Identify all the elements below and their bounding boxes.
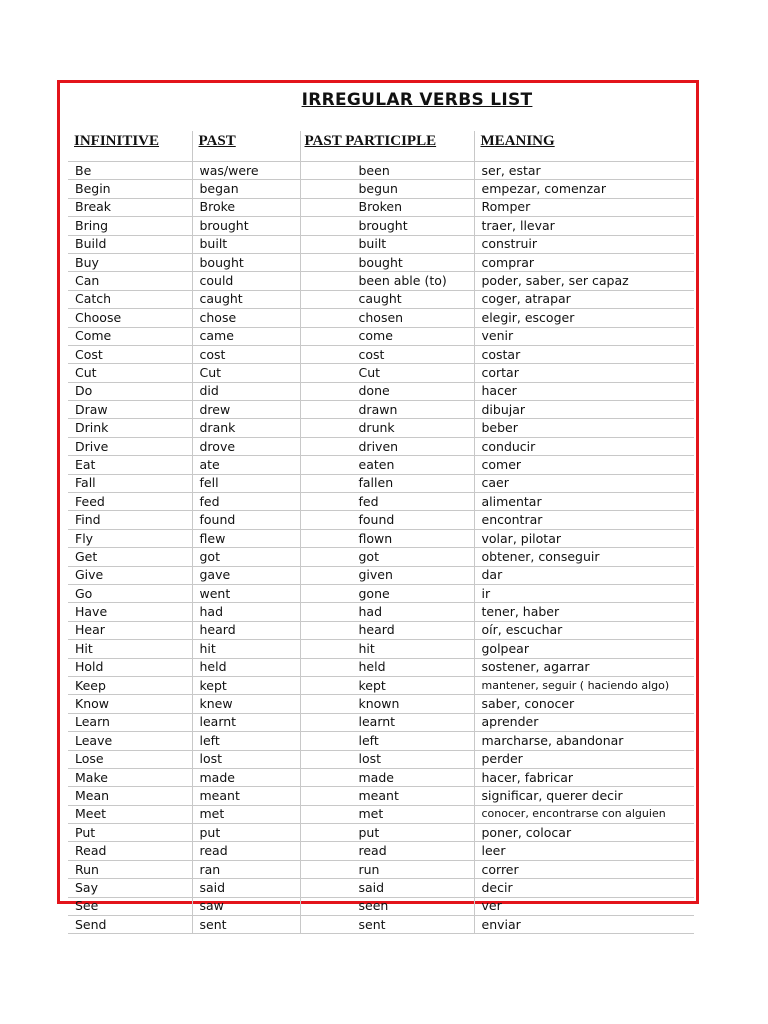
- past-participle-cell: flown: [300, 529, 474, 547]
- past-cell: said: [192, 879, 300, 897]
- past-participle-cell: said: [300, 879, 474, 897]
- infinitive-cell: Do: [68, 382, 192, 400]
- meaning-cell: dar: [474, 566, 694, 584]
- table-row: [68, 750, 694, 768]
- past-participle-cell: known: [300, 695, 474, 713]
- past-cell: went: [192, 584, 300, 602]
- past-cell: Cut: [192, 364, 300, 382]
- infinitive-cell: Fall: [68, 474, 192, 492]
- past-cell: ate: [192, 456, 300, 474]
- meaning-cell: ir: [474, 584, 694, 602]
- infinitive-cell: Hold: [68, 658, 192, 676]
- past-participle-cell: fed: [300, 493, 474, 511]
- meaning-cell: costar: [474, 345, 694, 363]
- past-cell: began: [192, 180, 300, 198]
- past-participle-cell: held: [300, 658, 474, 676]
- infinitive-cell: Fly: [68, 529, 192, 547]
- infinitive-cell: Be: [68, 162, 192, 180]
- past-participle-cell: driven: [300, 437, 474, 455]
- table-row: [68, 787, 694, 805]
- table-row: [68, 529, 694, 547]
- past-cell: sent: [192, 916, 300, 934]
- meaning-cell: conocer, encontrarse con alguien: [474, 805, 694, 823]
- infinitive-cell: Find: [68, 511, 192, 529]
- table-row: [68, 272, 694, 290]
- past-cell: cost: [192, 345, 300, 363]
- past-cell: ran: [192, 860, 300, 878]
- past-cell: drove: [192, 437, 300, 455]
- meaning-cell: conducir: [474, 437, 694, 455]
- past-cell: could: [192, 272, 300, 290]
- meaning-cell: aprender: [474, 713, 694, 731]
- meaning-cell: venir: [474, 327, 694, 345]
- past-participle-cell: read: [300, 842, 474, 860]
- past-participle-cell: chosen: [300, 309, 474, 327]
- table-row: [68, 382, 694, 400]
- table-row: [68, 235, 694, 253]
- table-row: [68, 511, 694, 529]
- past-participle-cell: done: [300, 382, 474, 400]
- past-participle-cell: bought: [300, 253, 474, 271]
- past-cell: chose: [192, 309, 300, 327]
- past-cell: learnt: [192, 713, 300, 731]
- past-participle-cell: lost: [300, 750, 474, 768]
- past-participle-cell: come: [300, 327, 474, 345]
- past-participle-cell: built: [300, 235, 474, 253]
- infinitive-cell: Keep: [68, 676, 192, 694]
- past-cell: fed: [192, 493, 300, 511]
- infinitive-cell: Cut: [68, 364, 192, 382]
- past-participle-cell: meant: [300, 787, 474, 805]
- past-participle-cell: heard: [300, 621, 474, 639]
- meaning-cell: mantener, seguir ( haciendo algo): [474, 676, 694, 694]
- infinitive-cell: Know: [68, 695, 192, 713]
- past-participle-cell: eaten: [300, 456, 474, 474]
- infinitive-cell: Say: [68, 879, 192, 897]
- past-participle-cell: caught: [300, 290, 474, 308]
- past-participle-cell: got: [300, 548, 474, 566]
- table-row: [68, 180, 694, 198]
- past-participle-cell: Cut: [300, 364, 474, 382]
- meaning-cell: obtener, conseguir: [474, 548, 694, 566]
- meaning-cell: volar, pilotar: [474, 529, 694, 547]
- past-participle-cell: seen: [300, 897, 474, 915]
- infinitive-cell: Read: [68, 842, 192, 860]
- past-cell: left: [192, 732, 300, 750]
- past-cell: read: [192, 842, 300, 860]
- past-cell: had: [192, 603, 300, 621]
- past-cell: came: [192, 327, 300, 345]
- past-participle-cell: made: [300, 768, 474, 786]
- table-row: [68, 824, 694, 842]
- meaning-cell: perder: [474, 750, 694, 768]
- table-row: [68, 437, 694, 455]
- past-participle-cell: begun: [300, 180, 474, 198]
- infinitive-cell: Send: [68, 916, 192, 934]
- past-cell: drew: [192, 401, 300, 419]
- infinitive-cell: Make: [68, 768, 192, 786]
- past-cell: saw: [192, 897, 300, 915]
- past-cell: did: [192, 382, 300, 400]
- header-past: PAST: [192, 131, 300, 162]
- past-participle-cell: gone: [300, 584, 474, 602]
- past-participle-cell: given: [300, 566, 474, 584]
- meaning-cell: golpear: [474, 640, 694, 658]
- meaning-cell: caer: [474, 474, 694, 492]
- meaning-cell: alimentar: [474, 493, 694, 511]
- meaning-cell: decir: [474, 879, 694, 897]
- past-participle-cell: hit: [300, 640, 474, 658]
- past-cell: knew: [192, 695, 300, 713]
- meaning-cell: tener, haber: [474, 603, 694, 621]
- past-cell: held: [192, 658, 300, 676]
- past-participle-cell: been: [300, 162, 474, 180]
- past-cell: put: [192, 824, 300, 842]
- meaning-cell: comprar: [474, 253, 694, 271]
- table-row: [68, 713, 694, 731]
- table-row: [68, 732, 694, 750]
- meaning-cell: traer, llevar: [474, 217, 694, 235]
- infinitive-cell: Drink: [68, 419, 192, 437]
- meaning-cell: significar, querer decir: [474, 787, 694, 805]
- past-cell: hit: [192, 640, 300, 658]
- infinitive-cell: Have: [68, 603, 192, 621]
- past-participle-cell: met: [300, 805, 474, 823]
- infinitive-cell: Draw: [68, 401, 192, 419]
- meaning-cell: ver: [474, 897, 694, 915]
- infinitive-cell: Leave: [68, 732, 192, 750]
- past-participle-cell: found: [300, 511, 474, 529]
- meaning-cell: sostener, agarrar: [474, 658, 694, 676]
- past-participle-cell: fallen: [300, 474, 474, 492]
- meaning-cell: comer: [474, 456, 694, 474]
- past-participle-cell: cost: [300, 345, 474, 363]
- header-past-participle: PAST PARTICIPLE: [300, 131, 474, 162]
- past-cell: was/were: [192, 162, 300, 180]
- table-row: [68, 584, 694, 602]
- table-row: [68, 309, 694, 327]
- past-cell: drank: [192, 419, 300, 437]
- infinitive-cell: Lose: [68, 750, 192, 768]
- meaning-cell: encontrar: [474, 511, 694, 529]
- infinitive-cell: Meet: [68, 805, 192, 823]
- past-cell: got: [192, 548, 300, 566]
- verbs-table: [68, 131, 694, 934]
- meaning-cell: saber, conocer: [474, 695, 694, 713]
- infinitive-cell: Drive: [68, 437, 192, 455]
- table-row: [68, 548, 694, 566]
- table-row: [68, 217, 694, 235]
- table-row: [68, 860, 694, 878]
- past-participle-cell: sent: [300, 916, 474, 934]
- table-row: [68, 603, 694, 621]
- infinitive-cell: Go: [68, 584, 192, 602]
- title-text: IRREGULAR VERBS LIST: [301, 90, 533, 110]
- infinitive-cell: Catch: [68, 290, 192, 308]
- page-title: [60, 90, 696, 110]
- table-row: [68, 345, 694, 363]
- table-row: [68, 456, 694, 474]
- infinitive-cell: Cost: [68, 345, 192, 363]
- past-cell: lost: [192, 750, 300, 768]
- table-row: [68, 419, 694, 437]
- meaning-cell: construir: [474, 235, 694, 253]
- past-participle-cell: run: [300, 860, 474, 878]
- past-participle-cell: had: [300, 603, 474, 621]
- meaning-cell: hacer, fabricar: [474, 768, 694, 786]
- infinitive-cell: Hit: [68, 640, 192, 658]
- past-cell: heard: [192, 621, 300, 639]
- past-participle-cell: brought: [300, 217, 474, 235]
- meaning-cell: hacer: [474, 382, 694, 400]
- infinitive-cell: Learn: [68, 713, 192, 731]
- table-header-row: [68, 131, 694, 162]
- meaning-cell: poder, saber, ser capaz: [474, 272, 694, 290]
- past-cell: fell: [192, 474, 300, 492]
- past-participle-cell: Broken: [300, 198, 474, 216]
- past-participle-cell: learnt: [300, 713, 474, 731]
- table-row: [68, 474, 694, 492]
- meaning-cell: leer: [474, 842, 694, 860]
- past-cell: kept: [192, 676, 300, 694]
- meaning-cell: elegir, escoger: [474, 309, 694, 327]
- meaning-cell: poner, colocar: [474, 824, 694, 842]
- past-participle-cell: put: [300, 824, 474, 842]
- infinitive-cell: Build: [68, 235, 192, 253]
- past-cell: found: [192, 511, 300, 529]
- header-meaning: MEANING: [474, 131, 694, 162]
- meaning-cell: dibujar: [474, 401, 694, 419]
- meaning-cell: marcharse, abandonar: [474, 732, 694, 750]
- past-cell: gave: [192, 566, 300, 584]
- infinitive-cell: Eat: [68, 456, 192, 474]
- table-row: [68, 162, 694, 180]
- infinitive-cell: Feed: [68, 493, 192, 511]
- meaning-cell: oír, escuchar: [474, 621, 694, 639]
- infinitive-cell: Break: [68, 198, 192, 216]
- meaning-cell: correr: [474, 860, 694, 878]
- past-participle-cell: kept: [300, 676, 474, 694]
- infinitive-cell: Choose: [68, 309, 192, 327]
- past-participle-cell: been able (to): [300, 272, 474, 290]
- meaning-cell: beber: [474, 419, 694, 437]
- meaning-cell: enviar: [474, 916, 694, 934]
- infinitive-cell: Run: [68, 860, 192, 878]
- table-row: [68, 290, 694, 308]
- table-row: [68, 327, 694, 345]
- past-cell: made: [192, 768, 300, 786]
- table-row: [68, 879, 694, 897]
- table-row: [68, 676, 694, 694]
- verbs-sheet-frame: [57, 80, 699, 932]
- table-row: [68, 566, 694, 584]
- infinitive-cell: Begin: [68, 180, 192, 198]
- infinitive-cell: Come: [68, 327, 192, 345]
- table-row: [68, 401, 694, 419]
- table-row: [68, 768, 694, 786]
- table-row: [68, 198, 694, 216]
- past-cell: flew: [192, 529, 300, 547]
- past-cell: meant: [192, 787, 300, 805]
- past-cell: built: [192, 235, 300, 253]
- infinitive-cell: Mean: [68, 787, 192, 805]
- table-row: [68, 640, 694, 658]
- infinitive-cell: Bring: [68, 217, 192, 235]
- table-row: [68, 805, 694, 823]
- infinitive-cell: Can: [68, 272, 192, 290]
- meaning-cell: ser, estar: [474, 162, 694, 180]
- meaning-cell: coger, atrapar: [474, 290, 694, 308]
- table-row: [68, 493, 694, 511]
- table-body: [68, 162, 694, 934]
- table-row: [68, 253, 694, 271]
- header-infinitive: INFINITIVE: [68, 131, 192, 162]
- table-row: [68, 364, 694, 382]
- past-cell: caught: [192, 290, 300, 308]
- meaning-cell: empezar, comenzar: [474, 180, 694, 198]
- table-row: [68, 916, 694, 934]
- table-row: [68, 842, 694, 860]
- past-participle-cell: left: [300, 732, 474, 750]
- past-cell: brought: [192, 217, 300, 235]
- infinitive-cell: See: [68, 897, 192, 915]
- past-cell: bought: [192, 253, 300, 271]
- past-cell: met: [192, 805, 300, 823]
- past-cell: Broke: [192, 198, 300, 216]
- table-row: [68, 621, 694, 639]
- table-row: [68, 658, 694, 676]
- meaning-cell: cortar: [474, 364, 694, 382]
- meaning-cell: Romper: [474, 198, 694, 216]
- past-participle-cell: drunk: [300, 419, 474, 437]
- infinitive-cell: Hear: [68, 621, 192, 639]
- table-row: [68, 695, 694, 713]
- infinitive-cell: Buy: [68, 253, 192, 271]
- infinitive-cell: Get: [68, 548, 192, 566]
- infinitive-cell: Put: [68, 824, 192, 842]
- past-participle-cell: drawn: [300, 401, 474, 419]
- table-row: [68, 897, 694, 915]
- infinitive-cell: Give: [68, 566, 192, 584]
